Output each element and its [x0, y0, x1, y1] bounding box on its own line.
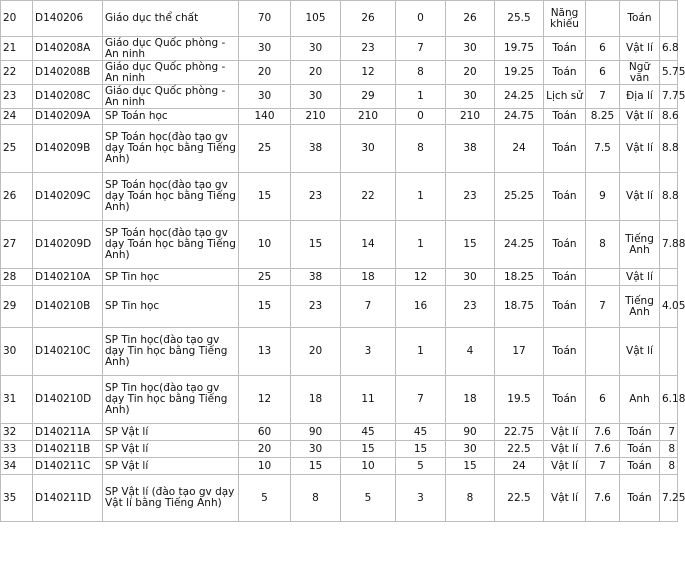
priority-subject-1: Toán: [544, 328, 586, 376]
cutoff-score: 22.75: [495, 424, 544, 441]
table-row: [1, 441, 678, 458]
table-row: [1, 173, 678, 221]
count-value: 7: [396, 37, 446, 61]
priority-score-2: 8.8: [660, 173, 678, 221]
priority-score-2: [660, 269, 678, 286]
row-index: 27: [1, 221, 33, 269]
table-row: [1, 1, 678, 37]
major-name: SP Toán học: [103, 109, 239, 125]
major-name: Giáo dục thể chất: [103, 1, 239, 37]
total-value: 38: [446, 125, 495, 173]
priority-score-1: 8.25: [586, 109, 620, 125]
priority-subject-1: Toán: [544, 125, 586, 173]
total-value: 210: [446, 109, 495, 125]
major-code: D140211C: [33, 458, 103, 475]
major-code: D140206: [33, 1, 103, 37]
count-value: 1: [396, 85, 446, 109]
table-row: [1, 109, 678, 125]
quota-value: 20: [239, 61, 291, 85]
row-index: 28: [1, 269, 33, 286]
cutoff-score: 22.5: [495, 441, 544, 458]
table-row: [1, 125, 678, 173]
priority-score-2: 7.75: [660, 85, 678, 109]
quota-value: 25: [239, 269, 291, 286]
count-value: 5: [396, 458, 446, 475]
target-value: 90: [291, 424, 341, 441]
priority-subject-1: Toán: [544, 221, 586, 269]
priority-subject-1: Toán: [544, 286, 586, 328]
major-code: D140210B: [33, 286, 103, 328]
priority-score-2: 4.05: [660, 286, 678, 328]
priority-subject-2: Toán: [620, 1, 660, 37]
priority-subject-1: Lịch sử: [544, 85, 586, 109]
quota-value: 10: [239, 458, 291, 475]
count-value: 26: [341, 1, 396, 37]
major-code: D140208A: [33, 37, 103, 61]
row-index: 22: [1, 61, 33, 85]
cutoff-score: 25.5: [495, 1, 544, 37]
count-value: 30: [341, 125, 396, 173]
priority-score-2: 6.8: [660, 37, 678, 61]
cutoff-score: 24: [495, 125, 544, 173]
quota-value: 60: [239, 424, 291, 441]
total-value: 30: [446, 441, 495, 458]
cutoff-score: 25.25: [495, 173, 544, 221]
table-row: [1, 458, 678, 475]
cutoff-score: 18.75: [495, 286, 544, 328]
table-row: [1, 61, 678, 85]
target-value: 8: [291, 475, 341, 522]
priority-subject-1: Toán: [544, 376, 586, 424]
table-row: [1, 286, 678, 328]
count-value: 12: [341, 61, 396, 85]
target-value: 30: [291, 37, 341, 61]
priority-subject-2: Tiếng Anh: [620, 286, 660, 328]
total-value: 15: [446, 458, 495, 475]
quota-value: 10: [239, 221, 291, 269]
total-value: 30: [446, 269, 495, 286]
priority-score-1: 8: [586, 221, 620, 269]
priority-subject-2: Vật lí: [620, 37, 660, 61]
priority-subject-2: Toán: [620, 441, 660, 458]
major-code: D140211A: [33, 424, 103, 441]
table-row: [1, 221, 678, 269]
table-row: [1, 328, 678, 376]
priority-score-1: 6: [586, 376, 620, 424]
total-value: 30: [446, 37, 495, 61]
priority-score-2: 8.8: [660, 125, 678, 173]
target-value: 20: [291, 61, 341, 85]
priority-subject-1: Toán: [544, 61, 586, 85]
priority-score-2: 8: [660, 441, 678, 458]
total-value: 8: [446, 475, 495, 522]
priority-score-2: [660, 1, 678, 37]
major-code: D140211D: [33, 475, 103, 522]
quota-value: 12: [239, 376, 291, 424]
count-value: 0: [396, 109, 446, 125]
count-value: 23: [341, 37, 396, 61]
priority-score-2: 7: [660, 424, 678, 441]
priority-score-1: 9: [586, 173, 620, 221]
total-value: 23: [446, 173, 495, 221]
priority-subject-2: Anh: [620, 376, 660, 424]
quota-value: 15: [239, 286, 291, 328]
row-index: 35: [1, 475, 33, 522]
major-name: Giáo dục Quốc phòng - An ninh: [103, 37, 239, 61]
cutoff-score: 24: [495, 458, 544, 475]
priority-score-1: 6: [586, 61, 620, 85]
major-code: D140209D: [33, 221, 103, 269]
major-name: SP Vật lí: [103, 458, 239, 475]
table-row: [1, 269, 678, 286]
cutoff-score: 19.5: [495, 376, 544, 424]
priority-score-1: 6: [586, 37, 620, 61]
priority-subject-2: Toán: [620, 424, 660, 441]
count-value: 210: [341, 109, 396, 125]
target-value: 23: [291, 286, 341, 328]
priority-subject-2: Vật lí: [620, 109, 660, 125]
priority-score-2: 6.18: [660, 376, 678, 424]
target-value: 30: [291, 441, 341, 458]
priority-score-1: 7.6: [586, 441, 620, 458]
priority-subject-2: Ngữ văn: [620, 61, 660, 85]
target-value: 210: [291, 109, 341, 125]
major-name: SP Vật lí (đào tạo gv dạy Vật lí bằng Tiếng Anh): [103, 475, 239, 522]
priority-score-2: 8: [660, 458, 678, 475]
priority-subject-1: Toán: [544, 109, 586, 125]
count-value: 7: [341, 286, 396, 328]
total-value: 18: [446, 376, 495, 424]
major-code: D140210C: [33, 328, 103, 376]
quota-value: 30: [239, 37, 291, 61]
row-index: 21: [1, 37, 33, 61]
total-value: 15: [446, 221, 495, 269]
priority-score-2: 8.6: [660, 109, 678, 125]
major-name: SP Toán học(đào tạo gv dạy Toán học bằng Tiếng Anh): [103, 125, 239, 173]
major-code: D140208C: [33, 85, 103, 109]
major-name: SP Vật lí: [103, 424, 239, 441]
priority-subject-1: Năng khiếu: [544, 1, 586, 37]
cutoff-score: 24.75: [495, 109, 544, 125]
priority-subject-2: Vật lí: [620, 328, 660, 376]
target-value: 18: [291, 376, 341, 424]
count-value: 22: [341, 173, 396, 221]
count-value: 45: [341, 424, 396, 441]
priority-subject-2: Địa lí: [620, 85, 660, 109]
count-value: 18: [341, 269, 396, 286]
count-value: 1: [396, 173, 446, 221]
major-code: D140210A: [33, 269, 103, 286]
quota-value: 5: [239, 475, 291, 522]
count-value: 10: [341, 458, 396, 475]
count-value: 0: [396, 1, 446, 37]
priority-score-1: 7.5: [586, 125, 620, 173]
major-name: SP Tin học(đào tạo gv dạy Tin học bằng Tiếng Anh): [103, 328, 239, 376]
major-name: SP Toán học(đào tạo gv dạy Toán học bằng Tiếng Anh): [103, 221, 239, 269]
priority-subject-1: Vật lí: [544, 441, 586, 458]
cutoff-score: 24.25: [495, 85, 544, 109]
priority-subject-2: Vật lí: [620, 125, 660, 173]
count-value: 1: [396, 221, 446, 269]
row-index: 20: [1, 1, 33, 37]
priority-subject-2: Toán: [620, 458, 660, 475]
priority-score-1: [586, 269, 620, 286]
count-value: 8: [396, 125, 446, 173]
major-name: SP Vật lí: [103, 441, 239, 458]
priority-score-1: 7.6: [586, 475, 620, 522]
count-value: 8: [396, 61, 446, 85]
priority-subject-2: Toán: [620, 475, 660, 522]
table-row: [1, 85, 678, 109]
target-value: 15: [291, 221, 341, 269]
quota-value: 30: [239, 85, 291, 109]
cutoff-score: 24.25: [495, 221, 544, 269]
row-index: 30: [1, 328, 33, 376]
count-value: 29: [341, 85, 396, 109]
row-index: 26: [1, 173, 33, 221]
priority-subject-2: Vật lí: [620, 173, 660, 221]
priority-score-2: 7.25: [660, 475, 678, 522]
quota-value: 15: [239, 173, 291, 221]
row-index: 31: [1, 376, 33, 424]
count-value: 5: [341, 475, 396, 522]
target-value: 20: [291, 328, 341, 376]
major-code: D140209B: [33, 125, 103, 173]
major-code: D140209A: [33, 109, 103, 125]
row-index: 32: [1, 424, 33, 441]
total-value: 26: [446, 1, 495, 37]
target-value: 38: [291, 125, 341, 173]
priority-subject-1: Toán: [544, 269, 586, 286]
count-value: 14: [341, 221, 396, 269]
quota-value: 13: [239, 328, 291, 376]
total-value: 30: [446, 85, 495, 109]
table-row: [1, 424, 678, 441]
priority-score-1: 7: [586, 458, 620, 475]
count-value: 15: [396, 441, 446, 458]
priority-subject-2: Vật lí: [620, 269, 660, 286]
count-value: 15: [341, 441, 396, 458]
major-name: SP Tin học: [103, 269, 239, 286]
major-name: SP Tin học: [103, 286, 239, 328]
cutoff-score: 19.25: [495, 61, 544, 85]
cutoff-score: 18.25: [495, 269, 544, 286]
priority-score-2: 7.88: [660, 221, 678, 269]
target-value: 15: [291, 458, 341, 475]
total-value: 90: [446, 424, 495, 441]
major-code: D140209C: [33, 173, 103, 221]
count-value: 45: [396, 424, 446, 441]
priority-subject-1: Toán: [544, 37, 586, 61]
table-body: [1, 1, 685, 522]
row-index: 23: [1, 85, 33, 109]
row-index: 25: [1, 125, 33, 173]
table-row: [1, 376, 678, 424]
total-value: 23: [446, 286, 495, 328]
cutoff-score: 17: [495, 328, 544, 376]
total-value: 20: [446, 61, 495, 85]
priority-score-2: 5.75: [660, 61, 678, 85]
priority-score-1: 7: [586, 286, 620, 328]
count-value: 1: [396, 328, 446, 376]
count-value: 11: [341, 376, 396, 424]
quota-value: 70: [239, 1, 291, 37]
priority-subject-1: Vật lí: [544, 458, 586, 475]
total-value: 4: [446, 328, 495, 376]
priority-score-1: 7: [586, 85, 620, 109]
count-value: 3: [396, 475, 446, 522]
major-code: D140208B: [33, 61, 103, 85]
row-index: 24: [1, 109, 33, 125]
target-value: 105: [291, 1, 341, 37]
priority-subject-1: Vật lí: [544, 475, 586, 522]
priority-score-2: [660, 328, 678, 376]
table-row: [1, 37, 678, 61]
quota-value: 25: [239, 125, 291, 173]
major-name: Giáo dục Quốc phòng - An ninh: [103, 61, 239, 85]
priority-score-1: 7.6: [586, 424, 620, 441]
major-name: SP Toán học(đào tạo gv dạy Toán học bằng Tiếng Anh): [103, 173, 239, 221]
quota-value: 140: [239, 109, 291, 125]
major-name: SP Tin học(đào tạo gv dạy Tin học bằng Tiếng Anh): [103, 376, 239, 424]
target-value: 38: [291, 269, 341, 286]
target-value: 23: [291, 173, 341, 221]
major-name: Giáo dục Quốc phòng - An ninh: [103, 85, 239, 109]
priority-subject-2: Tiếng Anh: [620, 221, 660, 269]
cutoff-score: 19.75: [495, 37, 544, 61]
row-index: 34: [1, 458, 33, 475]
cutoff-score: 22.5: [495, 475, 544, 522]
count-value: 3: [341, 328, 396, 376]
table-row: [1, 475, 678, 522]
priority-subject-1: Vật lí: [544, 424, 586, 441]
major-code: D140211B: [33, 441, 103, 458]
major-code: D140210D: [33, 376, 103, 424]
count-value: 12: [396, 269, 446, 286]
priority-score-1: [586, 1, 620, 37]
count-value: 16: [396, 286, 446, 328]
quota-value: 20: [239, 441, 291, 458]
row-index: 29: [1, 286, 33, 328]
count-value: 7: [396, 376, 446, 424]
target-value: 30: [291, 85, 341, 109]
priority-subject-1: Toán: [544, 173, 586, 221]
priority-score-1: [586, 328, 620, 376]
row-index: 33: [1, 441, 33, 458]
